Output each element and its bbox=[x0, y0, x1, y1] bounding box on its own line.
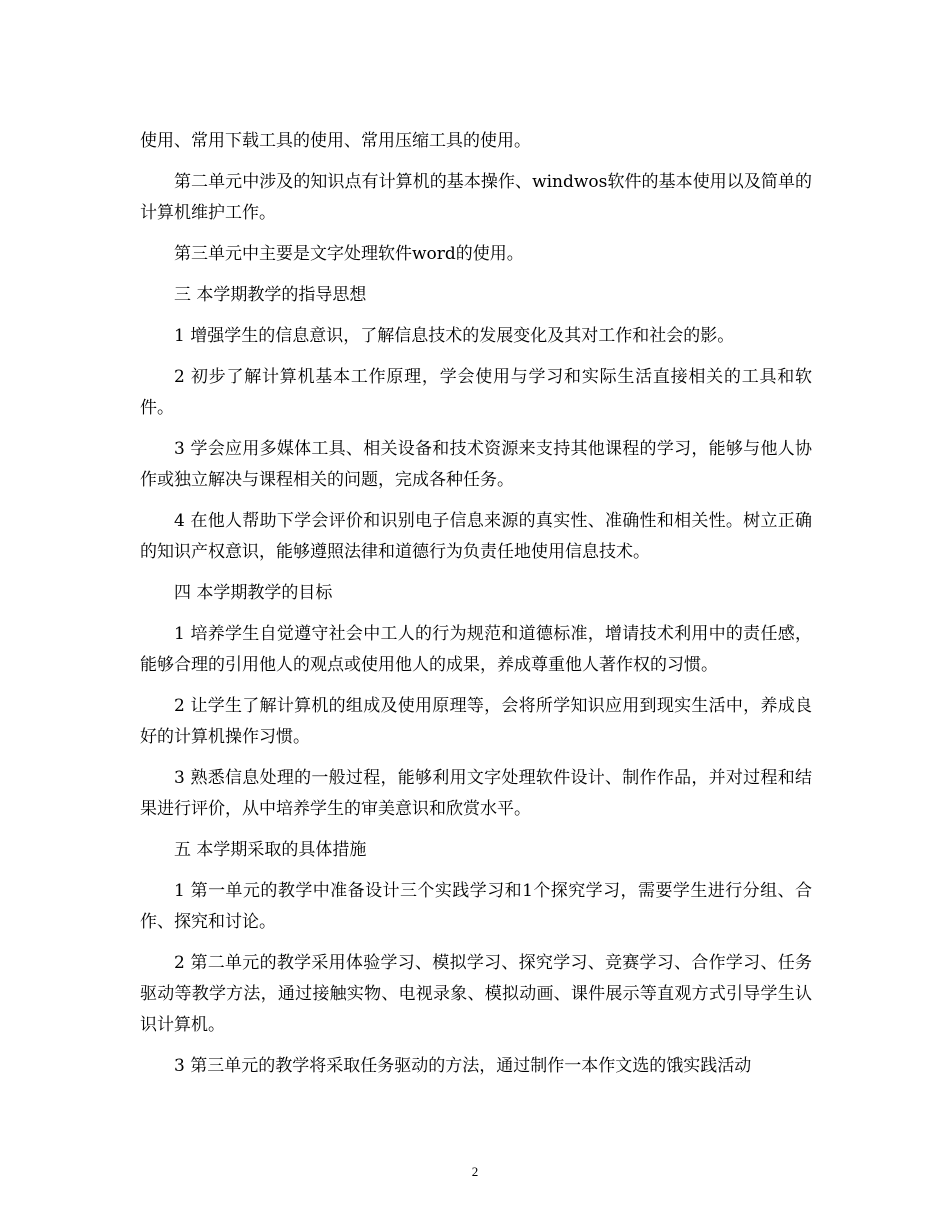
paragraph-goals-2: 2 让学生了解计算机的组成及使用原理等，会将所学知识应用到现实生活中，养成良好的计算机操作习惯。 bbox=[140, 696, 812, 747]
paragraph-guiding-1: 1 增强学生的信息意识，了解信息技术的发展变化及其对工作和社会的影。 bbox=[174, 326, 735, 346]
document-body bbox=[140, 126, 812, 1092]
paragraph-goals-3: 3 熟悉信息处理的一般过程，能够利用文字处理软件设计、制作作品，并对过程和结果进行评价，从中培养学生的审美意识和欣赏水平。 bbox=[140, 768, 812, 819]
paragraph-guiding-4: 4 在他人帮助下学会评价和识别电子信息来源的真实性、准确性和相关性。树立正确的知识产权意识，能够遵照法律和道德行为负责任地使用信息技术。 bbox=[140, 511, 812, 562]
paragraph-measures-2: 2 第二单元的教学采用体验学习、模拟学习、探究学习、竞赛学习、合作学习、任务驱动等教学方法，通过接触实物、电视录象、模拟动画、课件展示等直观方式引导学生认识计算机。 bbox=[140, 953, 812, 1035]
paragraph-measures-1: 1 第一单元的教学中准备设计三个实践学习和1个探究学习，需要学生进行分组、合作、探究和讨论。 bbox=[140, 881, 812, 932]
paragraph-guiding-3: 3 学会应用多媒体工具、相关设备和技术资源来支持其他课程的学习，能够与他人协作或独立解决与课程相关的问题，完成各种任务。 bbox=[140, 439, 812, 490]
paragraph-unit-three: 第三单元中主要是文字处理软件word的使用。 bbox=[174, 244, 524, 264]
section-heading-measures: 五 本学期采取的具体措施 bbox=[174, 840, 367, 860]
paragraph-measures-3: 3 第三单元的教学将采取任务驱动的方法，通过制作一本作文选的饿实践活动 bbox=[174, 1056, 752, 1076]
section-heading-guiding-thoughts: 三 本学期教学的指导思想 bbox=[174, 285, 367, 305]
paragraph-guiding-2: 2 初步了解计算机基本工作原理，学会使用与学习和实际生活直接相关的工具和软件。 bbox=[140, 367, 812, 418]
section-heading-goals: 四 本学期教学的目标 bbox=[174, 583, 333, 603]
page-number: 2 bbox=[471, 1164, 479, 1179]
paragraph-goals-1: 1 培养学生自觉遵守社会中工人的行为规范和道德标准，增请技术利用中的责任感，能够合理的引用他人的观点或使用他人的成果，养成尊重他人著作权的习惯。 bbox=[140, 624, 812, 675]
paragraph-continuation: 使用、常用下载工具的使用、常用压缩工具的使用。 bbox=[140, 131, 531, 151]
paragraph-unit-two: 第二单元中涉及的知识点有计算机的基本操作、windwos软件的基本使用以及简单的计算机维护工作。 bbox=[140, 172, 812, 223]
